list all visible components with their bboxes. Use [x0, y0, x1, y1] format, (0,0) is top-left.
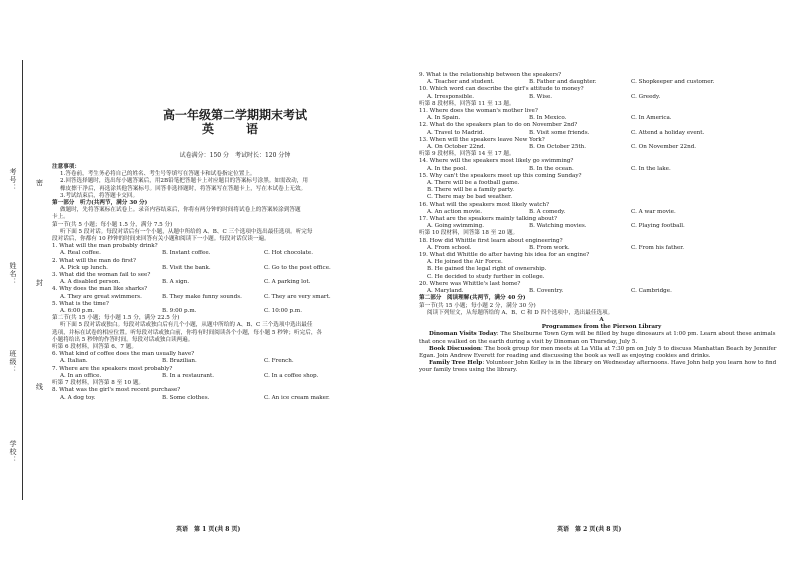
- option-b[interactable]: B. Some clothes.: [162, 394, 210, 401]
- sec2-desc: 小题将给出 5 秒钟的作答时间。每段对话或独白读两遍。: [52, 336, 194, 343]
- seal-char: 密: [36, 179, 43, 187]
- option-b[interactable]: B. In the ocean.: [529, 165, 574, 172]
- question: 9. What is the relationship between the speakers?: [419, 72, 562, 78]
- question: 11. Where does the woman's mother live?: [419, 108, 538, 115]
- option-b[interactable]: B. From work.: [529, 244, 570, 251]
- question: 7. Where are the speakers most probably?: [52, 365, 173, 372]
- option-c[interactable]: C. Shopkeeper and customer.: [631, 79, 715, 86]
- name-label: 姓名：: [9, 262, 17, 286]
- option-a[interactable]: A. Pick up lunch.: [60, 264, 108, 271]
- class-label: 班级：: [9, 350, 17, 374]
- option-c[interactable]: C. They are very smart.: [264, 293, 331, 300]
- page-footer: 英语 第 1 页(共 8 页): [176, 526, 241, 533]
- option-c[interactable]: C. In America.: [631, 115, 672, 122]
- notice-title: 注意事项：: [52, 164, 80, 170]
- programme-name: Family Tree Help: [429, 360, 483, 367]
- option-a[interactable]: A. From school.: [427, 244, 472, 251]
- options-row: [52, 294, 392, 301]
- option-c[interactable]: C. In the lake.: [631, 165, 671, 172]
- part2-title: 第二部分 阅读理解(共两节，满分 40 分): [419, 295, 526, 302]
- option-a[interactable]: A. In the pool.: [427, 165, 468, 172]
- option-c[interactable]: C. On November 22nd.: [631, 144, 697, 151]
- option-b[interactable]: B. In a restaurant.: [162, 372, 215, 379]
- programme-text: : The book group for men meets at La Villa at 7:30 pm on July 5 to discuss Manhattan Beach by Jennifer Egan. Join Andrew Everett for reading and discussing the book as well as enjoying cookies and drinks.: [419, 345, 777, 359]
- options-row: [419, 209, 784, 216]
- option-c[interactable]: C. In a coffee shop.: [264, 372, 319, 379]
- option-c[interactable]: C. An ice cream maker.: [264, 394, 330, 401]
- option-c[interactable]: C. There may be bad weather.: [427, 194, 512, 201]
- sec1-desc: 听下面 5 段对话。每段对话后有一个小题，从题中所给的 A、B、C 三个选项中选出最佳选项。听完每: [60, 228, 313, 235]
- sec3-desc: 阅读下列短文，从每题所给的 A、B、C 和 D 四个选项中，选出最佳选项。: [427, 309, 614, 316]
- passage-paragraph: [419, 331, 779, 345]
- question: 18. How did Whittle first learn about engineering?: [419, 237, 563, 244]
- school-label: 学校：: [9, 440, 17, 464]
- option-c[interactable]: C. Cambridge.: [631, 288, 672, 295]
- option-b[interactable]: B. He gained the legal right of ownership.: [427, 266, 547, 273]
- passage-paragraph: [419, 360, 779, 374]
- question: 14. Where will the speakers most likely go swimming?: [419, 158, 574, 165]
- options-row: [419, 130, 784, 137]
- exam-number-label: 考号：: [9, 168, 17, 192]
- question: 15. Why can't the speakers meet up this coming Sunday?: [419, 172, 582, 179]
- options-row: [52, 279, 392, 286]
- question: 4. Why does the man like sharks?: [52, 286, 148, 293]
- passage-paragraph: [419, 346, 779, 360]
- options-row: [52, 250, 392, 257]
- option-a[interactable]: A. A dog toy.: [60, 394, 96, 401]
- option-c[interactable]: C. He decided to study further in college.: [427, 273, 545, 280]
- option-a[interactable]: A. Going swimming.: [427, 223, 484, 230]
- option-b[interactable]: B. Coventry.: [529, 288, 564, 295]
- material-intro: 听第 6 段材料，回答第 6、7 题。: [52, 344, 137, 351]
- options-row: [419, 115, 784, 122]
- option-c[interactable]: C. 10:00 p.m.: [264, 308, 302, 315]
- options-row: [52, 358, 392, 365]
- option-a[interactable]: A. There will be a football game.: [427, 180, 520, 187]
- option-b[interactable]: B. Visit the bank.: [162, 264, 211, 271]
- option-a[interactable]: A. Travel to Madrid.: [427, 129, 485, 136]
- sec1-title: 第一节(共 5 小题；每小题 1.5 分，满分 7.5 分): [52, 221, 173, 228]
- question: 5. What is the time?: [52, 300, 109, 307]
- option-b[interactable]: B. 9:00 p.m.: [162, 308, 197, 315]
- question: 12. What do the speakers plan to do on November 2nd?: [419, 122, 578, 129]
- binding-line: [22, 60, 23, 500]
- option-c[interactable]: C. A parking lot.: [264, 279, 311, 286]
- question: 1. What will the man probably drink?: [52, 243, 158, 250]
- option-c[interactable]: C. Playing football.: [631, 223, 685, 230]
- option-c[interactable]: C. From his father.: [631, 244, 685, 251]
- option-b[interactable]: B. Wise.: [529, 93, 553, 100]
- subject-title: 英 语: [201, 122, 268, 136]
- question: 3. What did the woman fail to see?: [52, 272, 151, 279]
- option-b[interactable]: B. They make funny sounds.: [162, 293, 242, 300]
- exam-meta: 试卷满分：150 分 考试时长：120 分钟: [179, 152, 291, 159]
- option-a[interactable]: A. In Spain.: [427, 115, 461, 122]
- part1-desc: 卡上。: [52, 214, 69, 221]
- seal-char: 封: [36, 279, 43, 287]
- option-a[interactable]: A. On October 22nd.: [427, 144, 486, 151]
- option-c[interactable]: C. French.: [264, 358, 294, 365]
- option-a[interactable]: A. Irresponsible.: [427, 93, 475, 100]
- option-b[interactable]: B. Instant coffee.: [162, 250, 211, 257]
- left-column: [52, 164, 392, 402]
- page-footer: 英语 第 2 页(共 8 页): [557, 526, 622, 533]
- option-a[interactable]: A. Teacher and student.: [427, 79, 495, 86]
- option-b[interactable]: B. A sign.: [162, 279, 190, 286]
- programme-name: Dinoman Visits Today: [429, 331, 497, 338]
- material-intro: 听第 9 段材料，回答第 14 至 17 题。: [419, 151, 515, 158]
- part1-title: 第一部分 听力(共两节，满分 30 分): [52, 200, 148, 207]
- option-a[interactable]: A. A disabled person.: [60, 279, 121, 286]
- option-c[interactable]: C. Greedy.: [631, 93, 661, 100]
- options-row: [52, 373, 392, 380]
- options-row: [52, 265, 392, 272]
- option-b[interactable]: B. Visit some friends.: [529, 129, 590, 136]
- option-b[interactable]: B. Watching movies.: [529, 223, 587, 230]
- programme-text: : The Shelburne Town Gym will be filled by huge dinosaurs at 1:00 pm. Learn about these animals that once walked on the earth during a visit by Dinoman on Thursday, July 5.: [419, 331, 776, 345]
- binding-margin: [0, 0, 48, 561]
- option-a[interactable]: A. Real coffee.: [60, 250, 101, 257]
- option-c[interactable]: C. Go to the post office.: [264, 264, 331, 271]
- sec2-title: 第二节(共 15 小题；每小题 1.5 分，满分 22.5 分): [52, 315, 180, 322]
- material-intro: 听第 10 段材料，回答第 18 至 20 题。: [419, 230, 519, 237]
- question: 10. Which word can describe the girl's attitude to money?: [419, 86, 584, 93]
- options-row: [419, 166, 784, 173]
- question: 19. What did Whittle do after having his idea for an engine?: [419, 252, 590, 259]
- programme-name: Book Discussion: [429, 345, 481, 352]
- passage-label: A: [599, 316, 604, 323]
- right-page: [397, 0, 794, 561]
- sec3-title: 第一节(共 15 小题；每小题 2 分，满分 30 分): [419, 302, 536, 309]
- seal-char: 线: [36, 383, 43, 391]
- question: 16. What will the speakers most likely watch?: [419, 201, 550, 208]
- passage-title: Programmes from the Pierson Library: [541, 324, 662, 331]
- option-c[interactable]: C. Attend a holiday event.: [631, 129, 705, 136]
- programme-text: : Volunteer John Kelley is in the library on Wednesday afternoons. Have John help you learn how to find your family trees using the library.: [419, 360, 777, 374]
- notice-line: 3.考试结束后，将答题卡交回。: [60, 192, 139, 199]
- option-a[interactable]: A. An action movie.: [427, 208, 482, 215]
- option-a[interactable]: A. They are great swimmers.: [60, 293, 142, 300]
- question: 6. What kind of coffee does the man usually have?: [52, 351, 195, 358]
- notice-line: 橡皮擦干净后，再选涂其他答案标号。回答非选择题时，将答案写在答题卡上，写在本试卷上无效。: [60, 185, 307, 192]
- options-row: [419, 79, 784, 86]
- sec2-desc: 听下面 5 段对话或独白。每段对话或独白后有几个小题，从题中所给的 A、B、C 三个选项中选出最佳: [60, 322, 313, 329]
- option-c[interactable]: C. Hot chocolate.: [264, 250, 313, 257]
- notice-line: 2.回答选择题时，选出每小题答案后，用2B铅笔把答题卡上对应题目的答案标号涂黑。如需改动，用: [60, 178, 308, 185]
- option-b[interactable]: B. A comedy.: [529, 208, 566, 215]
- sec1-desc: 段对话后，你都有 10 秒钟的时间来回答有关小题和阅读下一小题。每段对话仅读一遍。: [52, 236, 270, 243]
- option-b[interactable]: B. There will be a family party.: [427, 187, 515, 194]
- options-row: [419, 245, 784, 252]
- right-column: [419, 72, 784, 375]
- option-b[interactable]: B. Brazilian.: [162, 358, 197, 365]
- option-a[interactable]: A. 6:00 p.m.: [60, 308, 95, 315]
- option-b[interactable]: B. On October 25th.: [529, 144, 587, 151]
- question: 17. What are the speakers mainly talking about?: [419, 216, 557, 223]
- notice-line: 1.答卷前，考生务必将自己的姓名、考生号等填写在答题卡和试卷指定位置上。: [60, 171, 256, 178]
- material-intro: 听第 8 段材料，回答第 11 至 13 题。: [419, 100, 515, 107]
- option-a[interactable]: A. He joined the Air Force.: [427, 259, 503, 266]
- question: 20. Where was Whittle's last home?: [419, 280, 521, 287]
- option-b[interactable]: B. Father and daughter.: [529, 79, 597, 86]
- question: 13. When will the speakers leave New York?: [419, 136, 545, 143]
- part1-desc: 做题时，先将答案标在试卷上。录音内容结束后，你将有两分钟的时间将试卷上的答案转涂到答题: [60, 207, 301, 214]
- options-row: [419, 94, 784, 101]
- options-row: [52, 395, 392, 402]
- option-a[interactable]: A. In an office.: [60, 372, 102, 379]
- question: 2. What will the man do first?: [52, 257, 136, 264]
- question: 8. What was the girl's most recent purchase?: [52, 387, 181, 394]
- option-b[interactable]: B. In Mexico.: [529, 115, 567, 122]
- option-c[interactable]: C. A war movie.: [631, 208, 676, 215]
- sec2-desc: 选项，并标在试卷的相应位置。听每段对话或独白前，你将有时间阅读各个小题，每小题 5 秒钟；听完后，各: [52, 329, 323, 336]
- option-a[interactable]: A. Maryland.: [427, 288, 464, 295]
- material-intro: 听第 7 段材料，回答第 8 至 10 题。: [52, 380, 145, 387]
- option-a[interactable]: A. Italian.: [60, 358, 88, 365]
- exam-title: 高一年级第二学期期末考试: [162, 108, 307, 122]
